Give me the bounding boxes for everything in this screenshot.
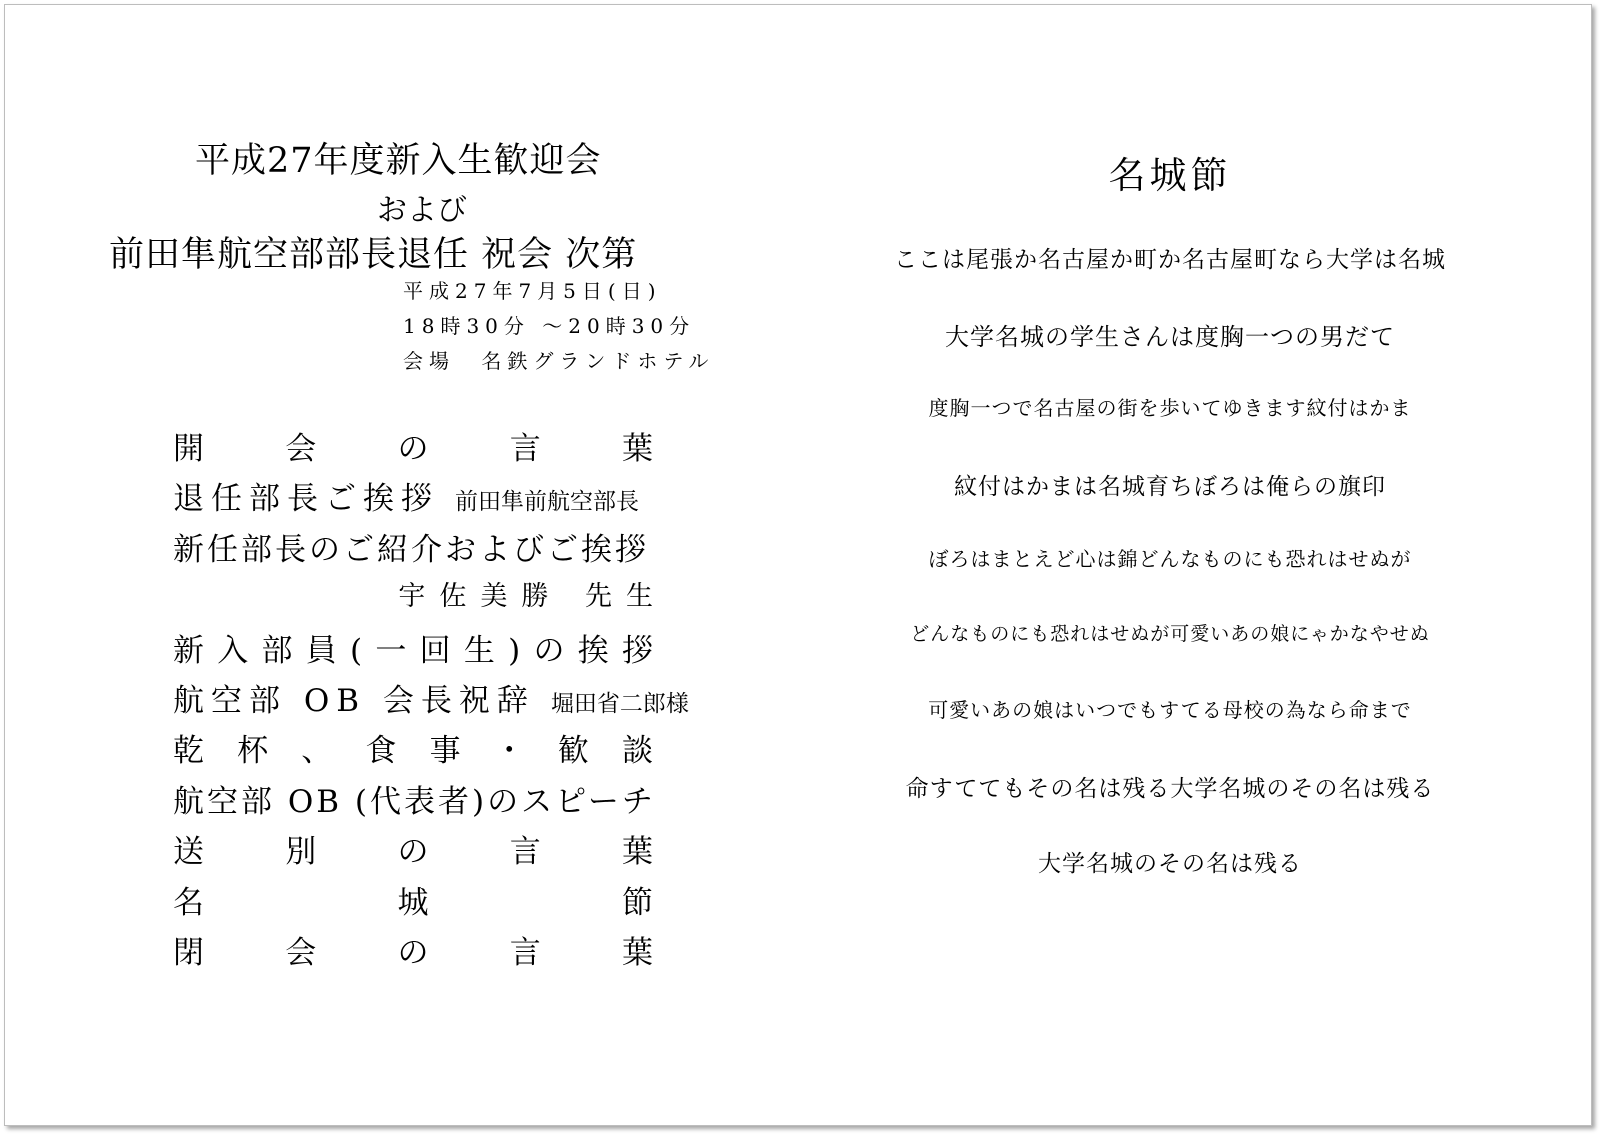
programme-item-title: 退任部長ご挨拶 bbox=[173, 481, 439, 518]
programme-item bbox=[173, 927, 653, 977]
event-subtitle: 前田隼航空部部長退任 祝会 次第 bbox=[109, 235, 638, 275]
venue-label: 会場 bbox=[403, 349, 455, 373]
programme-item bbox=[173, 725, 653, 775]
song-lyric-line: 可愛いあの娘はいつでもすてる母校の為なら命まで bbox=[928, 698, 1412, 722]
song-page bbox=[850, 5, 1550, 1125]
song-lyric-line: ぼろはまとえど心は錦どんなものにも恐れはせぬが bbox=[928, 547, 1412, 571]
programme-item-char: 送 bbox=[173, 834, 204, 871]
programme-item-char: 一 bbox=[375, 632, 407, 669]
programme-item-char: ( bbox=[350, 632, 363, 669]
programme-item bbox=[173, 877, 653, 927]
programme-item-char: 閉 bbox=[173, 934, 204, 971]
programme-item bbox=[173, 423, 653, 473]
programme-item-char: の bbox=[397, 431, 429, 467]
programme-item-char: 談 bbox=[621, 733, 653, 770]
song-title: 名城節 bbox=[1108, 154, 1232, 197]
programme-item-char: 言 bbox=[509, 934, 541, 971]
programme-item-note: 前田隼前航空部長 bbox=[455, 489, 639, 516]
programme-item bbox=[173, 625, 653, 675]
event-time: 18時30分 〜20時30分 bbox=[403, 314, 696, 338]
programme-item bbox=[173, 574, 667, 624]
programme-item-char: 歓 bbox=[557, 733, 589, 770]
programme-item-char: の bbox=[397, 834, 429, 871]
programme-item-note: 堀田省二郎様 bbox=[550, 690, 689, 717]
programme-item-title: 航空部 OB 会長祝辞 bbox=[173, 682, 535, 719]
event-title: 平成27年度新入生歓迎会 bbox=[195, 141, 602, 181]
programme-item-char: ・ bbox=[493, 733, 525, 770]
programme-item-char: 城 bbox=[397, 884, 429, 921]
programme-item-char: 葉 bbox=[622, 431, 653, 467]
programme-item-char: 生 bbox=[463, 632, 495, 669]
programme-item bbox=[173, 473, 653, 523]
programme-item-title: 新任部長のご紹介およびご挨拶 bbox=[173, 531, 649, 568]
programme-item-char: 節 bbox=[622, 884, 653, 921]
song-lyric-line: 大学名城のその名は残る bbox=[1038, 851, 1302, 877]
programme-item-char: 名 bbox=[173, 884, 204, 921]
song-lyric-line: 度胸一つで名古屋の街を歩いてゆきます紋付はかま bbox=[928, 396, 1412, 420]
programme-item-char: 入 bbox=[217, 632, 249, 669]
song-lyric-line: 命すててもその名は残る大学名城のその名は残る bbox=[905, 775, 1435, 802]
programme-item-char: 乾 bbox=[173, 733, 204, 770]
programme-item-char: 言 bbox=[509, 834, 541, 871]
programme-item-char: 会 bbox=[285, 431, 317, 467]
programme-item-char: 言 bbox=[509, 431, 541, 467]
document-sheet bbox=[4, 4, 1592, 1126]
programme-item-char: 会 bbox=[285, 934, 317, 971]
event-title-conjunction: および bbox=[377, 193, 467, 228]
programme-item-char: 、 bbox=[301, 733, 333, 770]
programme-item-char: 葉 bbox=[622, 934, 653, 971]
venue-name: 名鉄グランドホテル bbox=[481, 349, 715, 373]
programme-item-char: ) bbox=[508, 632, 521, 669]
song-lyric-line: 大学名城の学生さんは度胸一つの男だて bbox=[945, 322, 1395, 351]
programme-item-char: 部 bbox=[261, 632, 293, 669]
programme-item-title: 航空部 OB (代表者)のスピーチ bbox=[173, 783, 656, 820]
programme-item bbox=[173, 776, 656, 826]
programme-item-char: 開 bbox=[173, 431, 204, 467]
programme-page bbox=[5, 5, 795, 1125]
programme-item-char: 員 bbox=[305, 632, 337, 669]
programme-list bbox=[173, 423, 689, 977]
song-lyric-line: ここは尾張か名古屋か町か名古屋町なら大学は名城 bbox=[894, 247, 1446, 273]
programme-item-char: 杯 bbox=[237, 733, 269, 770]
event-venue bbox=[403, 345, 714, 374]
programme-item-char: 事 bbox=[429, 733, 461, 770]
event-date: 平成27年7月5日(日) bbox=[403, 279, 662, 303]
programme-item-char: 別 bbox=[285, 834, 317, 871]
programme-item-char: 葉 bbox=[622, 834, 653, 871]
programme-item-char: の bbox=[397, 934, 429, 971]
programme-item-char: 新 bbox=[173, 632, 204, 669]
programme-item bbox=[173, 675, 689, 725]
programme-item bbox=[173, 826, 653, 876]
programme-item bbox=[173, 524, 653, 574]
programme-item-char: 食 bbox=[365, 733, 397, 770]
programme-item-char: の bbox=[533, 632, 565, 669]
song-lyric-line: どんなものにも恐れはせぬが可愛いあの娘にゃかなやせぬ bbox=[910, 622, 1430, 645]
programme-item-person: 宇佐美勝 先生 bbox=[398, 581, 667, 613]
programme-item-char: 挨 bbox=[577, 632, 609, 669]
programme-item-char: 回 bbox=[419, 632, 451, 669]
programme-item-char: 拶 bbox=[621, 632, 653, 669]
song-lyric-line: 紋付はかまは名城育ちぼろは俺らの旗印 bbox=[954, 473, 1386, 500]
